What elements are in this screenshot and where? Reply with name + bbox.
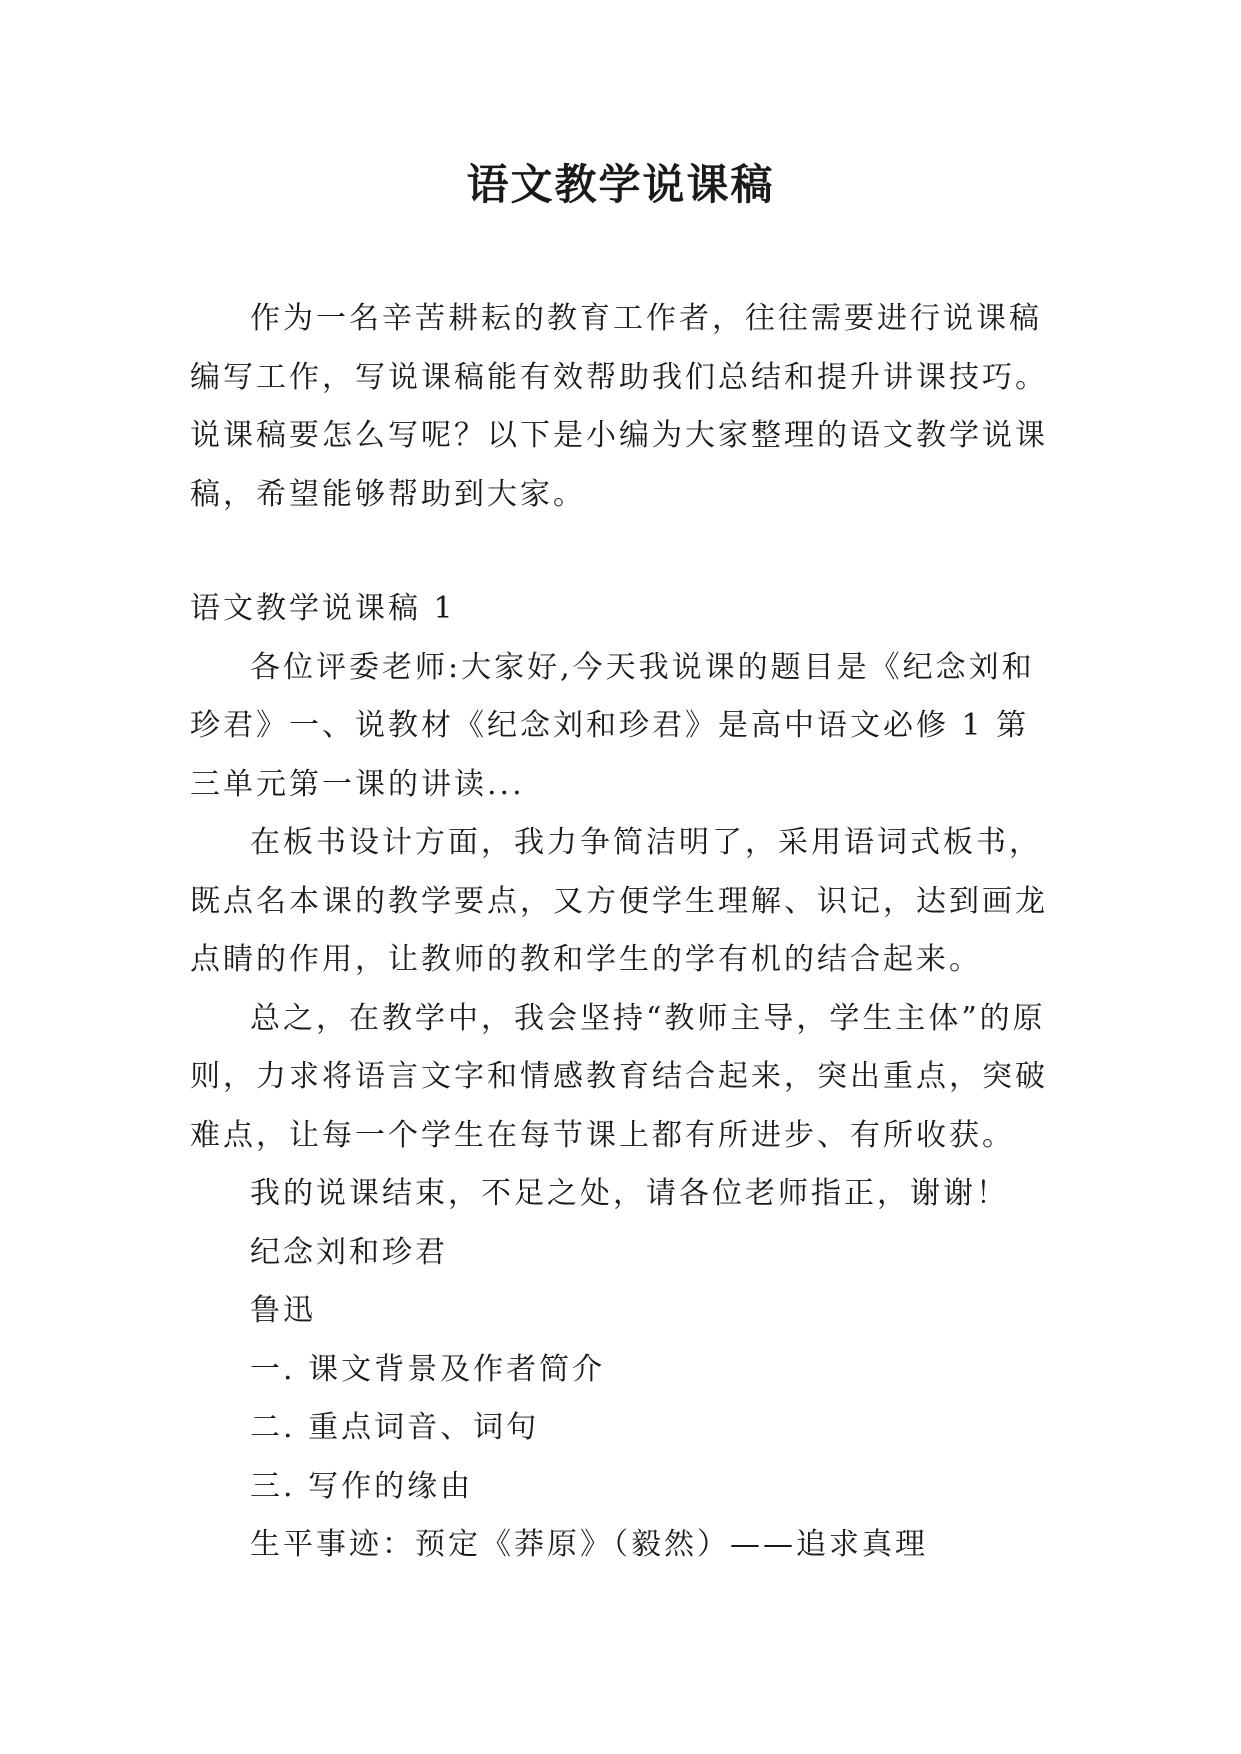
body-paragraph: 我的说课结束，不足之处，请各位老师指正，谢谢！ [250,1176,1009,1211]
body-paragraph: 总之，在教学中，我会坚持“教师主导，学生主体”的原则，力求将语言文字和情感教育结合起来，突出重点，突破难点，让每一个学生在每节课上都有所进步、有所收获。 [190,1000,1048,1153]
body-paragraph: 生平事迹：预定《莽原》（毅然）——追求真理 [250,1527,928,1562]
outline-item: 三. 写作的缘由 [250,1468,474,1504]
section-heading: 语文教学说课稿 1 [190,591,456,626]
intro-paragraph: 作为一名辛苦耕耘的教育工作者，往往需要进行说课稿编写工作，写说课稿能有效帮助我们总结和提升讲课技巧。说课稿要怎么写呢？以下是小编为大家整理的语文教学说课稿，希望能够帮助到大家。 [190,301,1048,512]
outline-item: 一. 课文背景及作者简介 [250,1351,606,1387]
outline-item: 二. 重点词音、词句 [250,1410,540,1445]
document-title: 语文教学说课稿 [466,160,775,209]
body-paragraph: 各位评委老师:大家好,今天我说课的题目是《纪念刘和珍君》一、说教材《纪念刘和珍君》是高中语文必修 1 第三单元第一课的讲读... [190,649,1035,802]
body-paragraph: 在板书设计方面，我力争简洁明了，采用语词式板书，既点名本课的教学要点，又方便学生理解、识记，达到画龙点睛的作用，让教师的教和学生的学有机的结合起来。 [190,825,1048,977]
document-body [190,290,1050,1575]
lesson-title-line: 纪念刘和珍君 [250,1234,448,1270]
author-line: 鲁迅 [250,1293,316,1328]
